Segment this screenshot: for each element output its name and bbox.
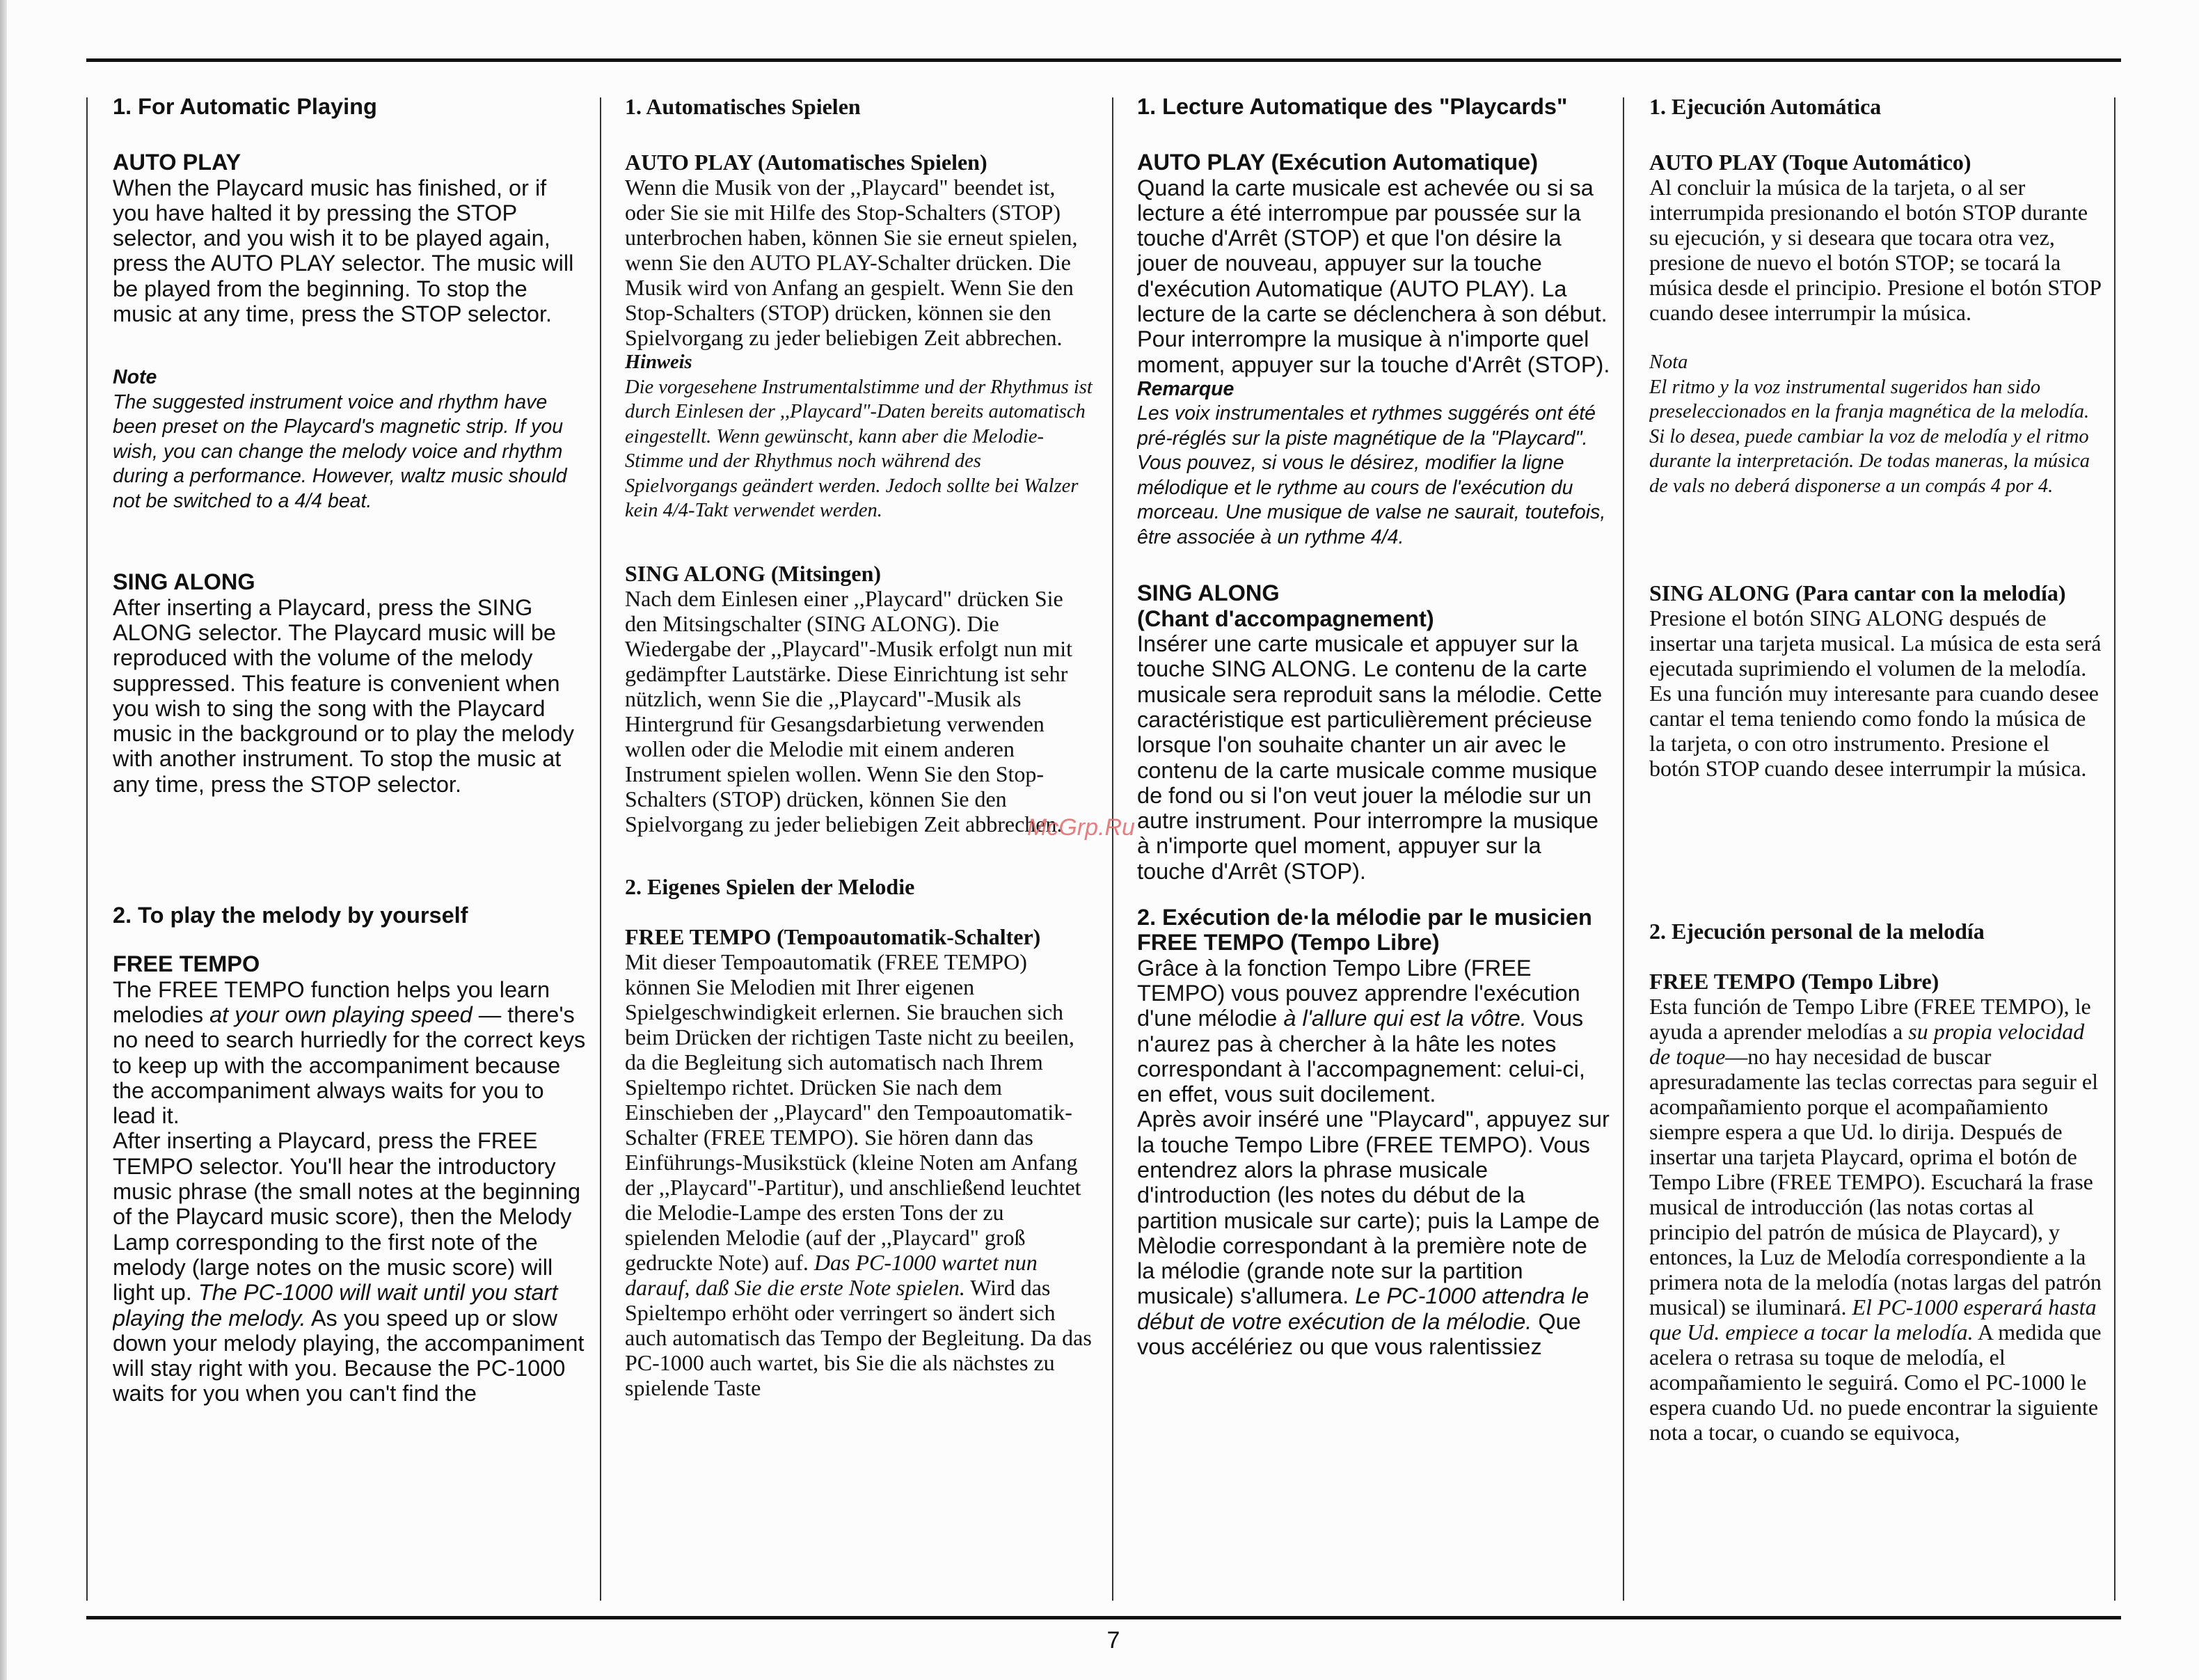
note-text: Die vorgesehene Instrumentalstimme und der Rhythmus ist durch Einlesen der ,,Playcard"-Daten bereits automatisch eingestellt. Wenn gewünscht, kann aber die Melodie-Stimme und der Rhythmus noch während des Spielvorgangs geändert werden. Jedoch sollte bei Walzer kein 4/4-Takt verwendet werden. <box>625 376 1093 521</box>
text-run: Vous n'aurez pas à chercher à la hâte les notes correspondant à l'accompagnement: celui-ci, en effet, vous suit docilement. <box>1137 1006 1585 1107</box>
paragraph <box>113 977 586 1129</box>
subheading: FREE TEMPO (Tempo Libre) <box>1649 969 1939 994</box>
section-heading: 1. Lecture Automatique des "Playcards" <box>1137 94 1568 119</box>
paragraph: Quand la carte musicale est achevée ou si sa lecture a été interrompue par poussée sur la touche d'Arrêt (STOP) et que l'on désire la jouer de nouveau, appuyer sur la touche d'exécution Automatique (AUTO PLAY). La lecture de la carte se déclenchera à son début. Pour interrompre la musique à n'importe quel moment, appuyer sur la touche d'Arrêt (STOP). <box>1137 175 1610 377</box>
paragraph: Wenn die Musik von der ,,Playcard" beendet ist, oder Sie sie mit Hilfe des Stop-Schalters (STOP) unterbrochen haben, können Sie sie erneut spielen, wenn Sie den AUTO PLAY-Schalter drücken. Die Musik wird von Anfang an gespielt. Wenn Sie den Stop-Schalters (STOP) drücken, können sie den Spielvorgang zu jeder beliebigen Zeit abbrechen. <box>625 175 1078 350</box>
text-run: A medida que acelera o retrasa su toque de melodía, el acompañamiento le seguirá. Como el PC-1000 le espera cuando Ud. no puede encontrar la siguiente nota a tocar, o cuando se equivoca, <box>1649 1320 2102 1445</box>
subheading: AUTO PLAY (Toque Automático) <box>1649 150 1971 175</box>
column-french <box>1137 94 1610 1608</box>
subheading: AUTO PLAY (Automatisches Spielen) <box>625 150 987 175</box>
section-heading: 2. To play the melody by yourself <box>113 903 468 928</box>
page-number: 7 <box>1106 1627 1120 1654</box>
text-run: Après avoir inséré une "Playcard", appuyez sur la touche Tempo Libre (FREE TEMPO). Vous entendrez alors la phrase musicale d'introduction (les notes du début de la partition musicale sur carte); puis la Lampe de Mèlodie correspondant à la première note de la mélodie (grande note sur la partition musicale) s'allumera. <box>1137 1107 1610 1309</box>
emphasis: à l'allure qui est la vôtre. <box>1283 1006 1527 1031</box>
section-heading: 2. Ejecución personal de la melodía <box>1649 919 1985 944</box>
paragraph <box>625 949 1098 1400</box>
subheading: SING ALONG (Mitsingen) <box>625 560 882 586</box>
text-run: As you speed up or slow down your melody playing, the accompaniment will stay right with you. Because the PC-1000 waits for you when you can't find the <box>113 1305 585 1406</box>
watermark: McGrp.Ru <box>1027 814 1135 841</box>
column-divider <box>600 97 601 1601</box>
section-heading: 2. Eigenes Spielen der Melodie <box>625 873 915 899</box>
column-english <box>113 94 586 1608</box>
text-run: —no hay necesidad de buscar apresuradamente las teclas correctas para seguir el acompañamiento porque el acompañamiento siempre espera a que Ud. lo dirija. Después de insertar una tarjeta Playcard, oprima el botón de Tempo Libre (FREE TEMPO). Escuchará la frase musical de introducción (las notas cortas al principio del patrón de música de Playcard), y entonces, la Luz de Melodía correspondiente a la primera nota de la melodía (notas largas del patrón musical) se iluminará. <box>1649 1044 2102 1320</box>
paragraph: Al concluir la música de la tarjeta, o al ser interrumpida presionando el botón STOP durante su ejecución, y si deseara que tocara otra vez, presione de nuevo el botón STOP; se tocará la música desde el principio. Presione el botón STOP cuando desee interrumpir la música. <box>1649 175 2101 325</box>
subheading: (Chant d'accompagnement) <box>1137 605 1434 631</box>
section-heading: 1. Ejecución Automática <box>1649 94 1882 119</box>
paragraph <box>1649 994 2105 1445</box>
note-heading: Nota <box>1649 351 1688 373</box>
bottom-rule <box>86 1616 2121 1619</box>
section-heading: 2. Exécution de·la mélodie par le musicien <box>1137 905 1592 930</box>
text-run: — there's no need to search hurriedly for the correct keys to keep up with the accompaniment because the accompaniment always waits for you to lead it. <box>113 1001 586 1129</box>
subheading: FREE TEMPO <box>113 951 260 977</box>
section-heading: 1. For Automatic Playing <box>113 94 377 119</box>
subheading: SING ALONG <box>113 569 255 595</box>
note-heading: Note <box>113 366 157 389</box>
note-text: El ritmo y la voz instrumental sugeridos han sido preseleccionados en la franja magnética de la melodía. Si lo desea, puede cambiar la voz de melodía y el ritmo durante la interpretación. De todas maneras, la música de vals no deberá disponerse a un compás 4 por 4. <box>1649 376 2090 497</box>
note-text: Les voix instrumentales et rythmes suggérés ont été pré-réglés sur la piste magnétique de la "Playcard". Vous pouvez, si vous le désirez, modifier la ligne mélodique et le rythme au cours de l'exécution du morceau. Une musique de valse ne saurait, toutefois, être associée à un rythme 4/4. <box>1137 402 1606 548</box>
text-run: Grâce à la fonction Tempo Libre (FREE TEMPO) vous pouvez apprendre l'exécution d'une mélodie <box>1137 955 1580 1031</box>
emphasis: El PC-1000 esperará hasta que Ud. empiece a tocar la melodía. <box>1649 1294 2097 1345</box>
paragraph <box>1137 1107 1610 1359</box>
paragraph: Presione el botón SING ALONG después de insertar una tarjeta musical. La música de esta será ejecutada suprimiendo el volumen de la melodía. Es una función muy interesante para cuando desee cantar el tema teniendo como fondo la música de la tarjeta, o con otro instrumento. Presione el botón STOP cuando desee interrumpir la música. <box>1649 605 2102 781</box>
paragraph: After inserting a Playcard, press the SING ALONG selector. The Playcard music will be reproduced with the volume of the melody suppressed. This feature is convenient when you wish to sing the song with the Playcard music in the background or to play the melody with another instrument. To stop the music at any time, press the STOP selector. <box>113 594 574 797</box>
subheading: AUTO PLAY <box>113 150 241 175</box>
note-text: The suggested instrument voice and rhythm have been preset on the Playcard's magnetic strip. If you wish, you can change the melody voice and rhythm during a performance. However, waltz music should not be switched to a 4/4 beat. <box>113 390 567 512</box>
paragraph: When the Playcard music has finished, or if you have halted it by pressing the STOP selector, and you wish it to be played again, press the AUTO PLAY selector. The music will be played from the beginning. To stop the music at any time, press the STOP selector. <box>113 175 574 327</box>
note-heading: Remarque <box>1137 377 1235 400</box>
subheading: AUTO PLAY (Exécution Automatique) <box>1137 150 1539 175</box>
top-rule <box>86 58 2121 62</box>
subheading: SING ALONG <box>1137 580 1280 606</box>
paragraph: Insérer une carte musicale et appuyer sur la touche SING ALONG. Le contenu de la carte musicale sera reproduit sans la mélodie. Cette caractéristique est particulièrement précieuse lorsque l'on souhaite chanter un air avec le contenu de la carte musicale comme musique de fond ou si l'on veut jouer la mélodie sur un autre instrument. Pour interrompre la musique à n'importe quel moment, appuyer sur la touche d'Arrêt (STOP). <box>1137 631 1603 884</box>
note-heading: Hinweis <box>625 351 692 373</box>
subheading: FREE TEMPO (Tempo Libre) <box>1137 930 1440 956</box>
text-run: The FREE TEMPO function helps you learn melodies <box>113 976 550 1027</box>
subheading: FREE TEMPO (Tempoautomatik-Schalter) <box>625 924 1041 949</box>
text-run: Que vous accélériez ou que vous ralentissiez <box>1137 1308 1581 1360</box>
page-edge-shadow <box>0 0 7 1680</box>
subheading: SING ALONG (Para cantar con la melodía) <box>1649 580 2066 605</box>
column-spanish <box>1649 94 2105 1608</box>
text-run: After inserting a Playcard, press the FREE TEMPO selector. You'll hear the introductory music phrase (the small notes at the beginning of the Playcard music score), then the Melody Lamp corresponding to the first note of the melody (large notes on the music score) will light up. <box>113 1128 581 1306</box>
column-divider <box>1623 97 1624 1601</box>
column-divider <box>86 97 88 1601</box>
emphasis: Das PC-1000 wartet nun darauf, daß Sie die erste Note spielen. <box>625 1249 1038 1300</box>
paragraph <box>113 1128 586 1406</box>
text-run: Esta función de Tempo Libre (FREE TEMPO), le ayuda a aprender melodías a <box>1649 994 2091 1044</box>
emphasis: su propia velocidad de toque <box>1649 1019 2085 1069</box>
column-divider <box>2114 97 2115 1601</box>
emphasis: The PC-1000 will wait until you start playing the melody. <box>113 1280 558 1331</box>
column-german <box>625 94 1098 1608</box>
paragraph: Nach dem Einlesen einer ,,Playcard" drücken Sie den Mitsingschalter (SING ALONG). Die Wiedergabe der ,,Playcard"-Musik erfolgt nun mit gedämpfter Lautstärke. Diese Einrichtung ist sehr nützlich, wenn Sie die ,,Playcard"-Musik als Hintergrund für Gesangsdarbietung verwenden wollen oder die Melodie mit einem anderen Instrument spielen wollen. Wenn Sie den Stop-Schalters (STOP) drücken, können Sie den Spielvorgang zu jeder beliebigen Zeit abbrechen. <box>625 585 1072 837</box>
text-run: Wird das Spieltempo erhöht oder verringert so ändert sich auch automatisch das Tempo der Begleitung. Da das PC-1000 auch wartet, bis Sie die als nächstes zu spielende Taste <box>625 1274 1092 1400</box>
emphasis: at your own playing speed <box>209 1001 473 1027</box>
paragraph <box>1137 956 1610 1107</box>
section-heading: 1. Automatisches Spielen <box>625 94 861 119</box>
text-run: Mit dieser Tempoautomatik (FREE TEMPO) können Sie Melodien mit Ihrer eigenen Spielgeschwindigkeit erlernen. Sie brauchen sich beim Drücken der richtigen Taste nicht zu beeilen, da die Begleitung sich automatisch nach Ihrem Spieltempo richtet. Drücken Sie nach dem Einschieben der ,,Playcard" den Tempoautomatik-Schalter (FREE TEMPO). Sie hören dann das Einführungs-Musikstück (kleine Noten am Anfang der ,,Playcard"-Partitur), und anschließend leuchtet die Melodie-Lampe des ersten Tons der zu spielenden Melodie (auf der ,,Playcard" groß gedruckte Note) auf. <box>625 949 1081 1275</box>
emphasis: Le PC-1000 attendra le début de votre exécution de la mélodie. <box>1137 1283 1589 1334</box>
column-divider <box>1112 97 1113 1601</box>
